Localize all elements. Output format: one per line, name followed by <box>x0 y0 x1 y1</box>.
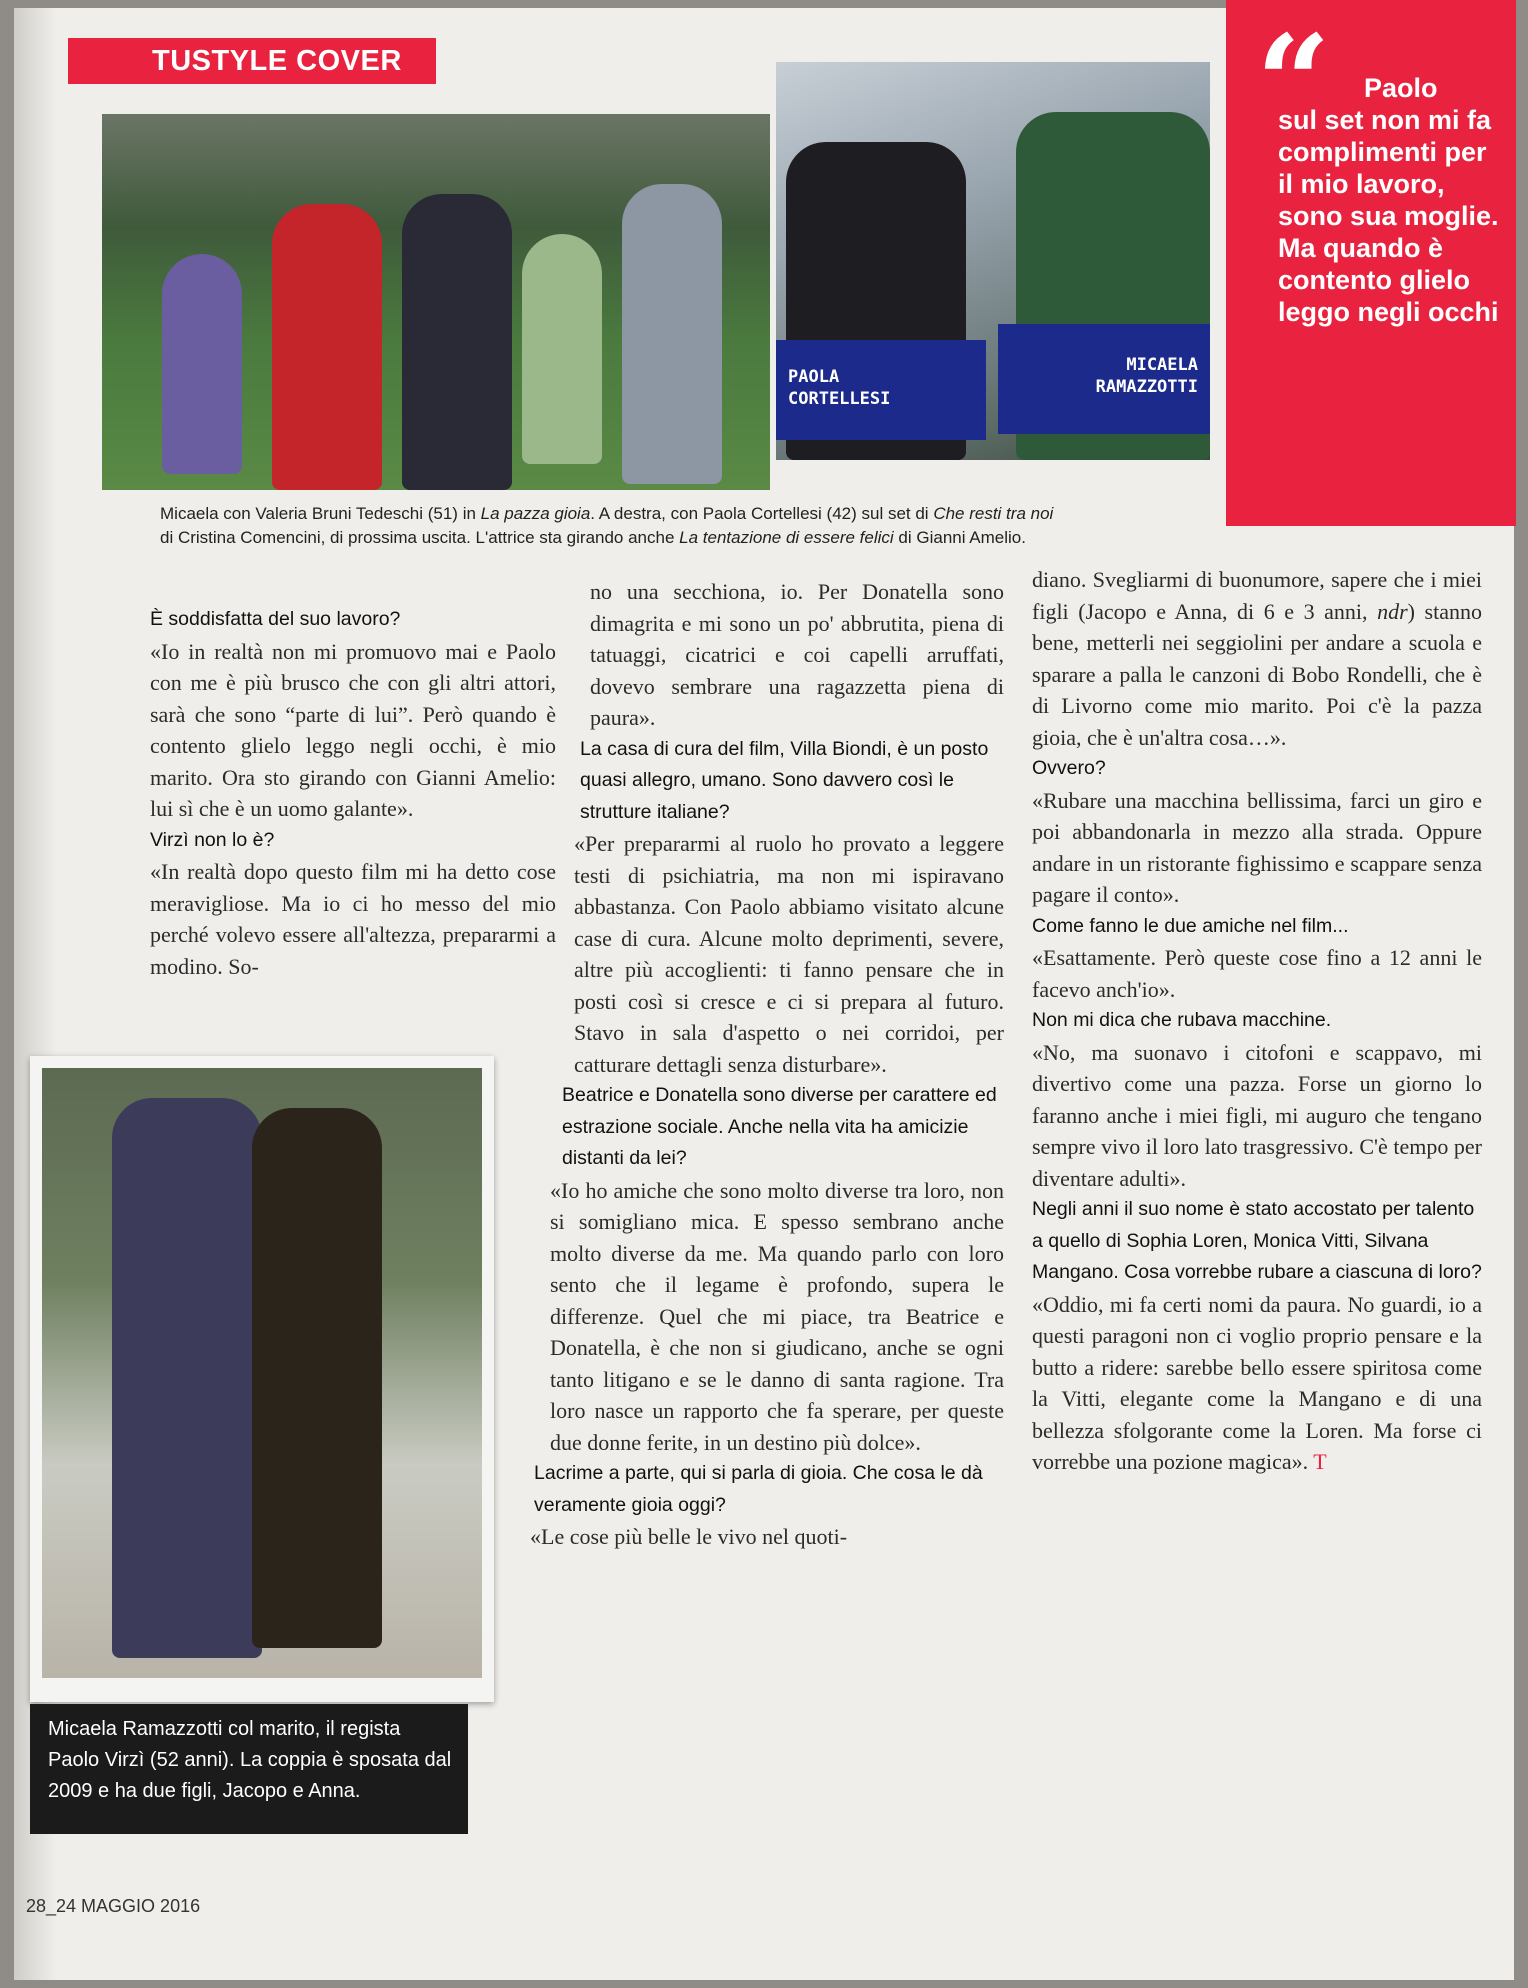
section-tag: TUSTYLE COVER <box>68 38 436 84</box>
interview-answer: «Per prepararmi al ruolo ho provato a leggere testi di psichiatria, ma non mi ispiravano abbastanza. Con Paolo abbiamo visitato alcune case di cura. Alcune molto deprimenti, severe, altre più accoglienti: ti fanno pensare che in posti così si cresce e ci si prepara al futuro. Stavo in sala d'aspetto o nei corridoi, per catturare dettagli senza disturbare». <box>574 831 1004 1077</box>
figure-shape <box>162 254 242 474</box>
article-column-2 <box>530 576 1004 1553</box>
figure-shape <box>522 234 602 464</box>
pull-quote-rest: sul set non mi fa complimenti per il mio lavoro, sono sua moglie. Ma quando è contento glielo leggo negli occhi <box>1278 105 1499 327</box>
name-plate-cortellesi <box>776 340 986 440</box>
caption-text: Micaela con Valeria Bruni Tedeschi (51) in <box>160 504 481 523</box>
interview-answer: «Rubare una macchina bellissima, farci un giro e poi abbandonarla in mezzo alla strada. Oppure andare in un ristorante fighissimo e scappare senza pagare il conto». <box>1032 787 1482 907</box>
name-plate-ramazzotti <box>998 324 1210 434</box>
interview-answer <box>1032 564 1482 753</box>
plate-line: MICAELA <box>1126 355 1198 375</box>
interview-answer: «Le cose più belle le vivo nel quoti- <box>530 1524 848 1549</box>
pull-quote-text <box>1278 72 1508 328</box>
interview-question: La casa di cura del film, Villa Biondi, è un posto quasi allegro, umano. Sono davvero così le strutture italiane? <box>580 737 989 823</box>
film-scene-photo <box>102 114 770 490</box>
answer-text: ) stanno bene, metterli nei seggiolini per andare a scuola e sparare a palla le canzoni di Bobo Rondelli, che è di Livorno come mio marito. Poi c'è la pazza gioia, che è un'altra cosa…». <box>1032 598 1482 750</box>
figure-shape <box>112 1098 262 1658</box>
answer-ndr: ndr <box>1377 598 1408 624</box>
interview-question: Ovvero? <box>1032 757 1106 779</box>
caption-title: La tentazione di essere felici <box>679 528 894 547</box>
interview-question: Lacrime a parte, qui si parla di gioia. Che cosa le dà veramente gioia oggi? <box>534 1462 983 1516</box>
interview-question: Negli anni il suo nome è stato accostato per talento a quello di Sophia Loren, Monica Vitti, Silvana Mangano. Cosa vorrebbe rubare a ciascuna di loro? <box>1032 1198 1482 1283</box>
answer-text: diano. Svegliarmi di buonumore, sapere che i miei figli (Jacopo e Anna, di 6 e 3 anni, <box>1032 567 1482 624</box>
interview-question: Non mi dica che rubava macchine. <box>1032 1009 1332 1031</box>
caption-title: Che resti tra noi <box>933 504 1054 523</box>
pull-quote-box <box>1226 0 1516 526</box>
couple-photo-caption: Micaela Ramazzotti col marito, il regista Paolo Virzì (52 anni). La coppia è sposata dal 2009 e ha due figli, Jacopo e Anna. <box>30 1704 468 1834</box>
interview-answer <box>1032 1289 1482 1478</box>
figure-shape <box>622 184 722 484</box>
figure-shape <box>402 194 512 490</box>
couple-photo <box>42 1068 482 1678</box>
caption-title: La pazza gioia <box>480 504 591 523</box>
interview-question: È soddisfatta del suo lavoro? <box>150 608 401 630</box>
article-column-3 <box>1032 564 1482 1478</box>
caption-text: . A destra, con Paola Cortellesi (42) sul set di <box>590 504 934 523</box>
figure-shape <box>272 204 382 490</box>
interview-question: Come fanno le due amiche nel film... <box>1032 914 1349 937</box>
interview-answer: «Esattamente. Però queste cose fino a 12 anni le facevo anch'io». <box>1032 945 1482 1002</box>
article-column-1 <box>150 604 556 982</box>
interview-answer: «In realtà dopo questo film mi ha detto cose meravigliose. Ma io ci ho messo del mio perché volevo essere all'altezza, prepararmi a modino. So- <box>150 859 556 979</box>
top-photo-caption <box>160 502 1210 550</box>
figure-shape <box>252 1108 382 1648</box>
interview-question: Beatrice e Donatella sono diverse per carattere ed estrazione sociale. Anche nella vita ha amicizie distanti da lei? <box>562 1084 997 1169</box>
interview-answer: «Io in realtà non mi promuovo mai e Paolo con me è più brusco che con gli altri attori, sarà che sono “parte di lui”. Però quando è contento glielo leggo negli occhi, è mio marito. Ora sto girando con Gianni Amelio: lui sì che è un uomo galante». <box>150 638 556 821</box>
set-photo <box>776 62 1210 460</box>
couple-photo-frame <box>30 1056 494 1702</box>
quote-mark-icon: “ <box>1256 6 1331 159</box>
end-mark: T <box>1313 1449 1327 1474</box>
answer-text: «Oddio, mi fa certi nomi da paura. No guardi, io a questi paragoni non ci voglio proprio pensare e la butto a ridere: sarebbe bello essere spiritosa come la Vitti, elegante come la Mangano e di una bellezza sfolgorante come la Loren. Ma forse ci vorrebbe una pozione magica». <box>1032 1291 1482 1474</box>
page-folio: 28_24 MAGGIO 2016 <box>26 1896 201 1916</box>
plate-line: RAMAZZOTTI <box>1095 377 1198 397</box>
interview-question: Virzì non lo è? <box>150 828 275 851</box>
plate-line: CORTELLESI <box>788 389 891 409</box>
pull-quote-first-word: Paolo <box>1364 73 1438 103</box>
caption-text: di Cristina Comencini, di prossima uscita. L'attrice sta girando anche <box>160 528 680 547</box>
caption-text: di Gianni Amelio. <box>893 528 1026 547</box>
interview-answer: no una secchiona, io. Per Donatella sono dimagrita e mi sono un po' abbrutita, piena di tatuaggi, cicatrici e coi capelli arruffati, dovevo sembrare una ragazzetta piena di paura». <box>590 579 1004 730</box>
plate-line: PAOLA <box>788 367 840 387</box>
interview-answer: «No, ma suonavo i citofoni e scappavo, mi divertivo come una pazza. Forse un giorno lo faranno anche i miei figli, mi auguro che tengano sempre vivo il loro lato trasgressivo. C'è tempo per diventare adulti». <box>1032 1039 1482 1191</box>
interview-answer: «Io ho amiche che sono molto diverse tra loro, non si somigliano mica. E spesso sembrano anche molto diverse da me. Ma quando parlo con loro sento che il legame è profondo, supera le differenze. Quel che mi piace, tra Beatrice e Donatella, è che non si giudicano, anche se ogni tanto litigano e se le danno di santa ragione. Tra loro nasce un rapporto che fa sperare, per queste due donne ferite, in un destino più dolce». <box>550 1177 1004 1455</box>
